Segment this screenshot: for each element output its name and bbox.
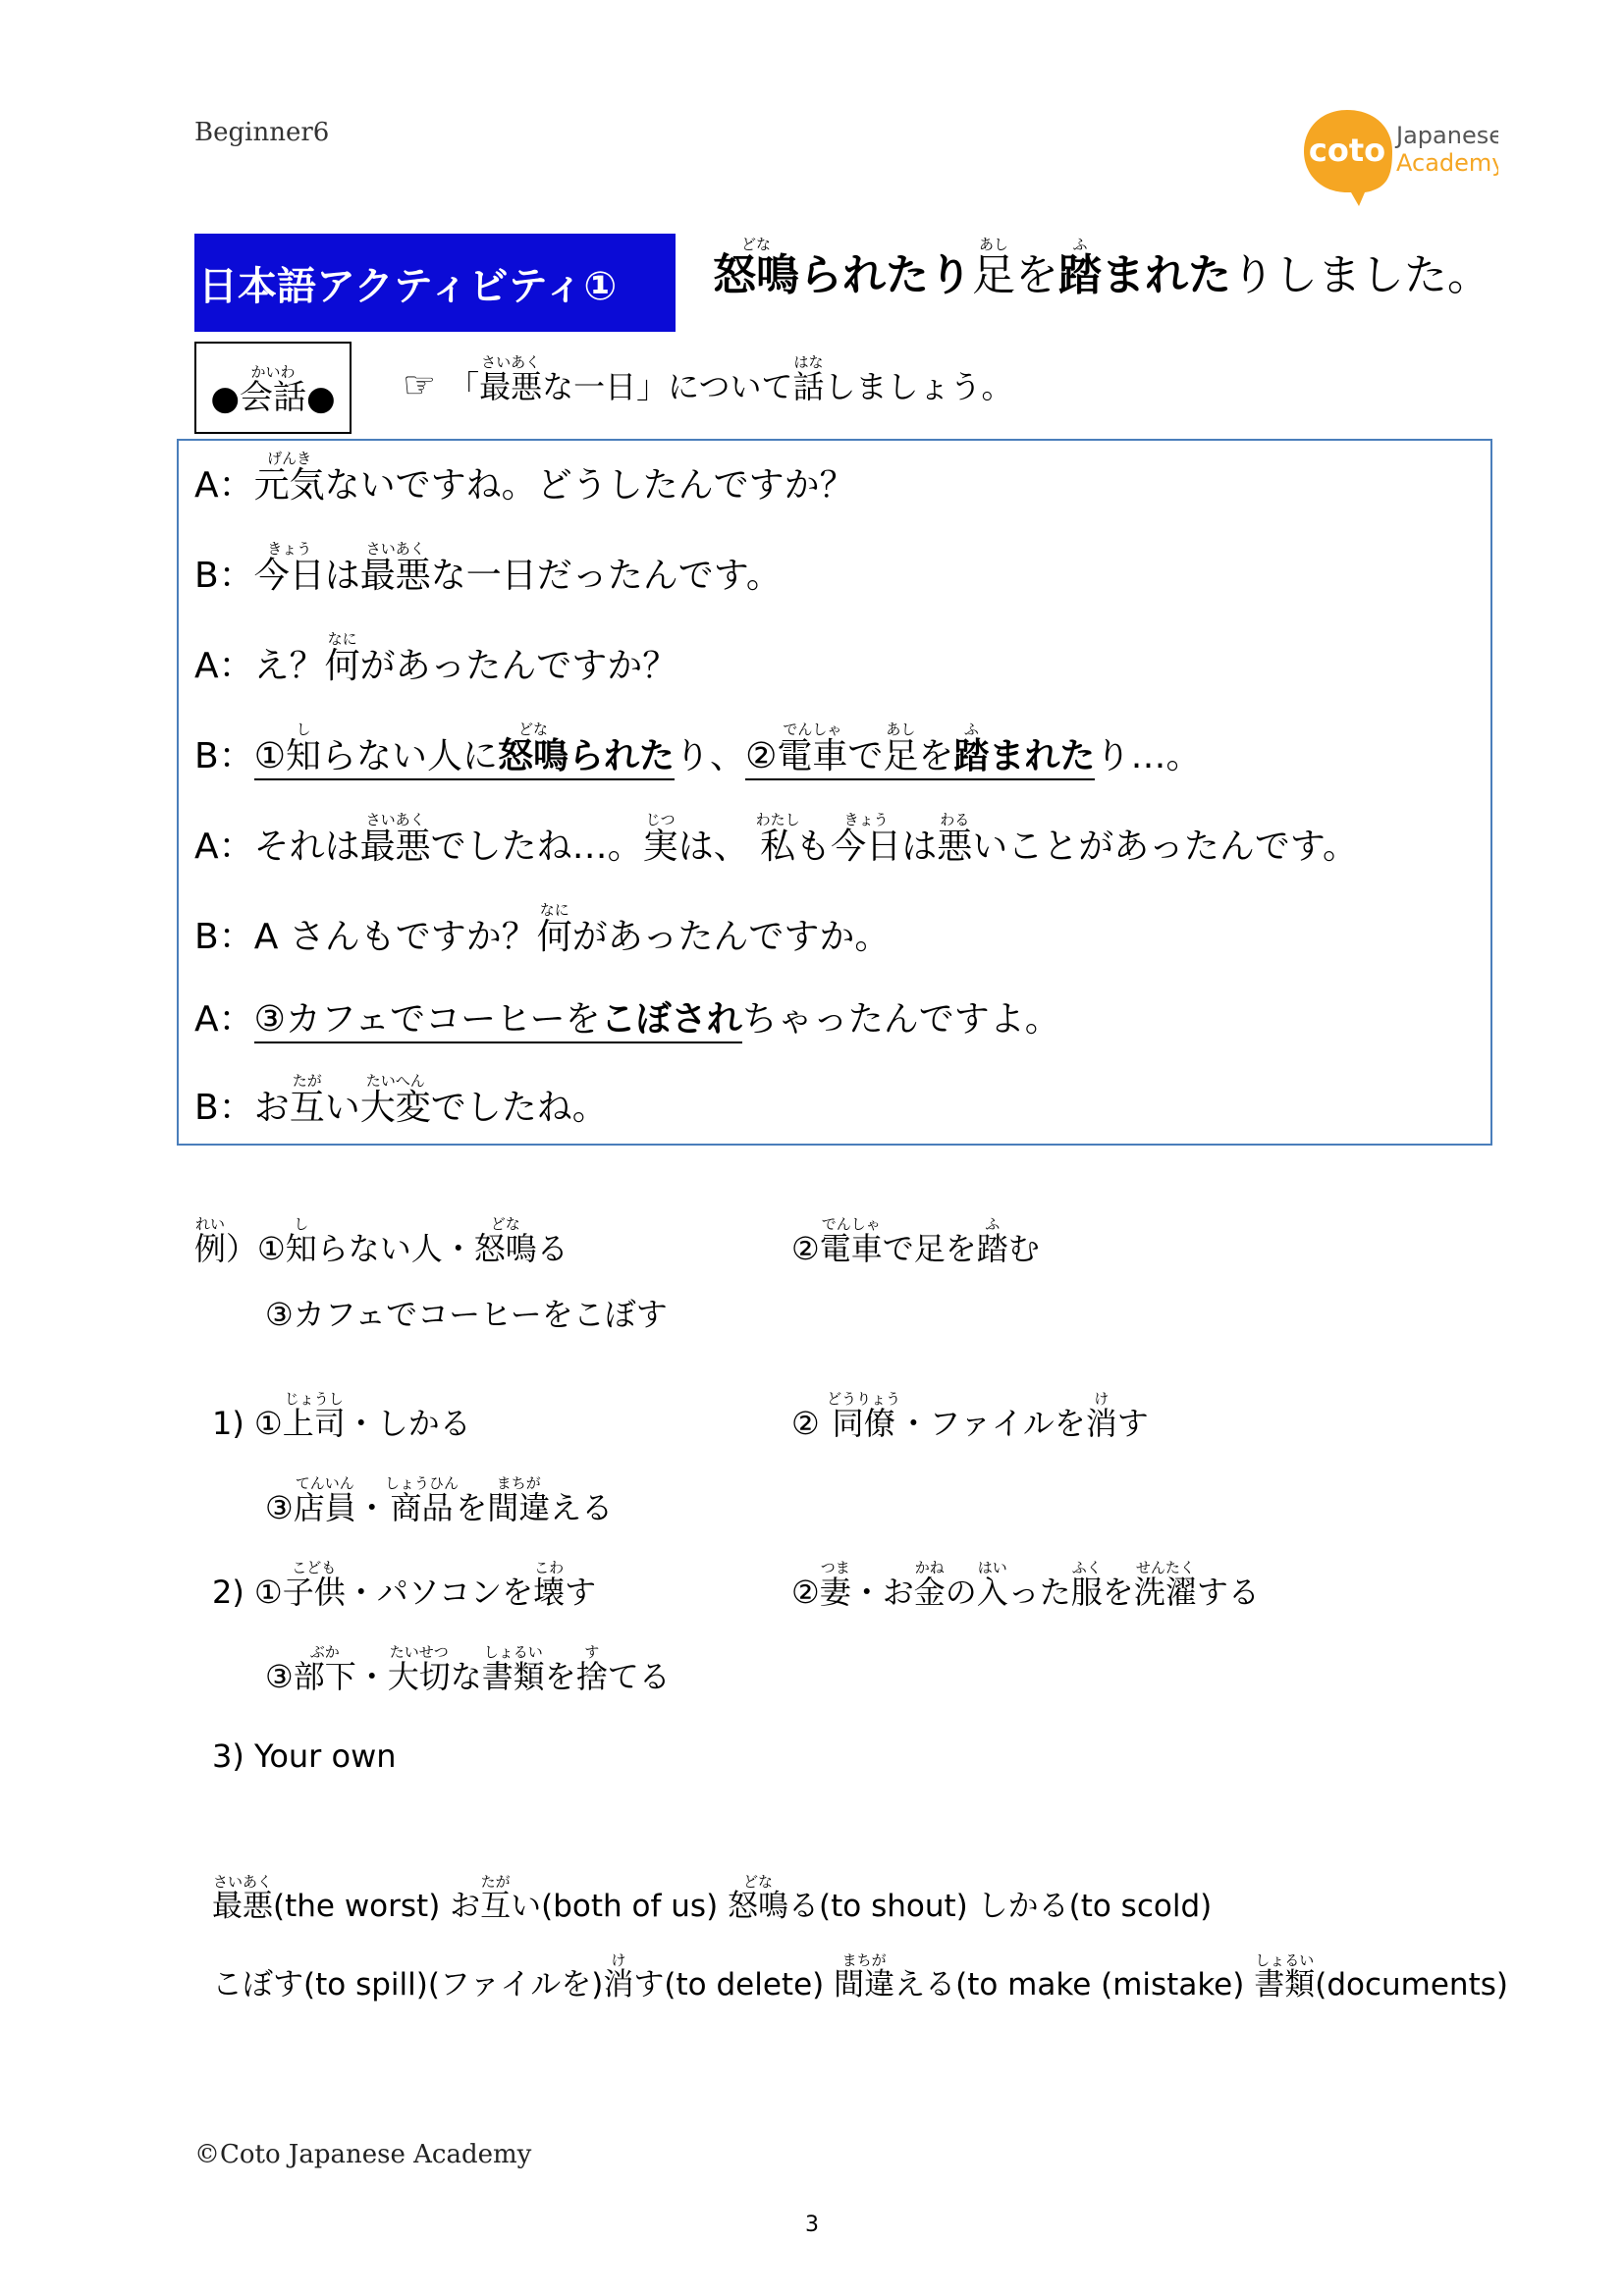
ruby-word: 大切たいせつ xyxy=(387,1643,451,1695)
ruby-word: 間違まちが xyxy=(834,1951,895,2002)
logo-line1: Japanese xyxy=(1396,122,1498,149)
text-segment: ③ xyxy=(265,1489,294,1526)
text-segment: 1) ① xyxy=(212,1405,283,1442)
dialogue-line xyxy=(194,811,1358,869)
ruby-word: 最悪さいあく xyxy=(479,353,543,405)
ruby-word: 私わたし xyxy=(755,811,800,867)
text-segment: B： xyxy=(194,736,254,776)
ruby-word: 書類しょるい xyxy=(1254,1951,1316,2002)
dialogue-line xyxy=(194,721,1201,778)
ruby-word: 今日きょう xyxy=(831,811,902,867)
text-segment: す xyxy=(1116,1405,1149,1442)
logo-line2: Academy xyxy=(1396,149,1498,177)
ruby-word: 踏ふ xyxy=(1058,236,1102,300)
level-label: Beginner6 xyxy=(194,118,330,147)
text-segment: ② xyxy=(791,1230,820,1267)
ruby-word: 店員てんいん xyxy=(293,1474,356,1526)
vocab-line xyxy=(212,1873,1212,1925)
text-segment: ● xyxy=(306,379,336,418)
text-segment: を xyxy=(1102,1574,1134,1611)
text-segment: ・ファイルを xyxy=(897,1405,1086,1442)
text-segment: ③カフェでコーヒーをこぼす xyxy=(265,1296,668,1333)
ruby-word: 互たが xyxy=(480,1873,512,1924)
text-segment: を xyxy=(918,736,953,780)
ruby-word: 知し xyxy=(285,1215,317,1267)
ruby-word: 電車でんしゃ xyxy=(819,1215,883,1267)
ruby-word: 間違まちが xyxy=(487,1474,551,1526)
text-segment: (the worst) お xyxy=(273,1889,481,1924)
example-2 xyxy=(791,1215,1040,1269)
ruby-word: 大変たいへん xyxy=(359,1072,431,1128)
text-segment: B：A さんもですか？ xyxy=(194,917,537,957)
text-segment: A： xyxy=(194,999,254,1040)
text-segment: ちゃったんですよ。 xyxy=(741,999,1060,1040)
ruby-word: 踏ふ xyxy=(953,736,989,780)
copyright: ©Coto Japanese Academy xyxy=(194,2140,532,2169)
ruby-word: 最悪さいあく xyxy=(359,540,431,596)
example-3 xyxy=(265,1290,668,1335)
text-segment: る(to shout) しかる(to scold) xyxy=(788,1889,1213,1924)
text-segment: する xyxy=(1196,1574,1260,1611)
text-segment: す xyxy=(565,1574,597,1611)
text-segment: い(both of us) xyxy=(511,1889,729,1924)
ruby-word: 服ふく xyxy=(1070,1559,1103,1611)
instruction-text xyxy=(448,353,1013,405)
text-segment: で xyxy=(847,736,883,780)
text-segment: ）① xyxy=(226,1230,286,1267)
text-segment: は、 xyxy=(677,827,761,867)
text-segment: を xyxy=(544,1658,576,1695)
text-segment: を xyxy=(1015,250,1058,300)
dialogue-line xyxy=(194,1072,608,1130)
dialogue-line xyxy=(194,991,1060,1041)
text-segment: まれた xyxy=(989,736,1095,780)
ruby-word: 怒鳴どな xyxy=(498,736,568,780)
dialogue-line xyxy=(194,450,855,507)
text-segment: ないですね。どうしたんですか？ xyxy=(324,465,855,506)
ruby-word: 元気げんき xyxy=(253,450,325,506)
text-segment: 3) Your own xyxy=(212,1737,397,1775)
text-segment: まれた xyxy=(1102,250,1231,300)
ruby-word: 洗濯せんたく xyxy=(1133,1559,1197,1611)
text-segment: でしたね。 xyxy=(430,1088,608,1128)
text-segment: 2) ① xyxy=(212,1574,283,1611)
ruby-word: 妻つま xyxy=(819,1559,851,1611)
text-segment: な一日だったんです。 xyxy=(430,556,782,596)
text-segment: ① xyxy=(254,736,286,780)
text-segment: む xyxy=(1007,1230,1040,1267)
ruby-word: 部下ぶか xyxy=(293,1643,356,1695)
coto-logo xyxy=(1302,102,1498,210)
ruby-word: 最悪さいあく xyxy=(359,811,431,867)
ruby-word: 消け xyxy=(603,1951,634,2002)
pointing-hand-icon: ☞ xyxy=(403,363,437,406)
example-1 xyxy=(194,1215,568,1269)
text-segment: られた xyxy=(568,736,675,780)
ruby-word: 書類しょるい xyxy=(481,1643,545,1695)
text-segment: があったんですか？ xyxy=(359,646,678,686)
ruby-word: 最悪さいあく xyxy=(212,1873,273,1924)
dialogue-line xyxy=(194,630,677,688)
text-segment: える(to make (mistake) xyxy=(894,1967,1255,2002)
text-segment: りしました。 xyxy=(1231,250,1490,300)
ruby-word: 足あし xyxy=(883,736,918,780)
ruby-word: 商品しょうひん xyxy=(384,1474,459,1526)
ruby-word: 悪わる xyxy=(937,811,973,867)
text-segment: A： xyxy=(194,465,254,506)
text-segment: てる xyxy=(607,1658,671,1695)
ruby-word: 何なに xyxy=(324,630,360,686)
text-segment: 「 xyxy=(448,368,480,405)
text-segment: ・しかる xyxy=(345,1405,471,1442)
text-segment: ・ xyxy=(355,1658,388,1695)
text-segment: ・お xyxy=(850,1574,914,1611)
text-segment: り、 xyxy=(675,736,746,776)
ruby-word: 話はな xyxy=(792,353,825,405)
practice-1-b xyxy=(791,1390,1149,1444)
activity-title-box: 日本語アクティビティ① xyxy=(194,234,676,332)
text-segment: ● xyxy=(210,379,240,418)
ruby-word: 怒鳴どな xyxy=(473,1215,537,1267)
text-segment: は xyxy=(901,827,938,867)
ruby-word: 捨す xyxy=(575,1643,608,1695)
ruby-word: 子供こども xyxy=(282,1559,346,1611)
ruby-word: 会話かいわ xyxy=(240,363,306,417)
text-segment: える xyxy=(550,1489,614,1526)
ruby-word: 知し xyxy=(286,736,321,780)
vocab-line xyxy=(212,1951,1508,2003)
text-segment: しましょう。 xyxy=(824,368,1013,405)
text-segment: でしたね…。 xyxy=(430,827,643,867)
ruby-word: 踏ふ xyxy=(976,1215,1008,1267)
text-segment: B： xyxy=(194,556,254,596)
ruby-word: 怒鳴どな xyxy=(728,1873,789,1924)
text-segment: な xyxy=(450,1658,482,1695)
text-segment: こぼす(to spill)(ファイルを) xyxy=(212,1967,604,2002)
text-segment: は xyxy=(324,556,360,596)
text-segment: B：お xyxy=(194,1088,290,1128)
logo-main-text: coto xyxy=(1308,132,1386,169)
text-segment: ③カフェでコーヒーを xyxy=(254,999,601,1043)
text-segment: いことがあったんです。 xyxy=(972,827,1358,867)
ruby-word: 実じつ xyxy=(642,811,678,867)
text-segment: り…。 xyxy=(1095,736,1202,776)
page-number: 3 xyxy=(805,2213,819,2237)
text-segment: (documents) xyxy=(1315,1967,1508,2002)
ruby-word: 怒鳴どな xyxy=(713,236,799,300)
activity-title-sentence xyxy=(713,236,1490,302)
text-segment: い xyxy=(324,1088,360,1128)
text-segment: る xyxy=(536,1230,568,1267)
text-segment: られたり xyxy=(799,250,972,300)
text-segment: の xyxy=(945,1574,977,1611)
dialogue-line xyxy=(194,901,890,959)
text-segment: ② xyxy=(791,1405,830,1442)
ruby-word: 互たが xyxy=(289,1072,325,1128)
text-segment: す(to delete) xyxy=(633,1967,835,2002)
ruby-word: 今日きょう xyxy=(253,540,325,596)
text-segment: った xyxy=(1007,1574,1071,1611)
text-segment: があったんですか。 xyxy=(571,917,891,957)
text-segment: A：え？ xyxy=(194,646,325,686)
text-segment: で足を xyxy=(882,1230,977,1267)
practice-1-c xyxy=(265,1474,613,1528)
text-segment: こぼされ xyxy=(601,999,742,1043)
practice-2-c xyxy=(265,1643,671,1697)
text-segment: を xyxy=(456,1489,488,1526)
ruby-word: 消け xyxy=(1085,1390,1117,1442)
conversation-instruction xyxy=(403,353,1013,407)
practice-2-a xyxy=(212,1559,596,1613)
conversation-label xyxy=(194,342,352,434)
ruby-word: 足あし xyxy=(972,236,1015,300)
ruby-word: 例れい xyxy=(194,1215,227,1267)
ruby-word: 壊こわ xyxy=(533,1559,566,1611)
text-segment: な一日」について xyxy=(542,368,793,405)
text-segment: ③ xyxy=(265,1658,294,1695)
ruby-word: 上司じょうし xyxy=(282,1390,346,1442)
ruby-word: 何なに xyxy=(536,901,572,957)
text-segment: ・パソコンを xyxy=(345,1574,534,1611)
ruby-word: 電車でんしゃ xyxy=(777,736,847,780)
practice-3 xyxy=(212,1737,397,1775)
text-segment: A：それは xyxy=(194,827,360,867)
ruby-word: 金かね xyxy=(913,1559,946,1611)
practice-2-b xyxy=(791,1559,1260,1613)
text-segment: ・ xyxy=(355,1489,388,1526)
speech-bubble-icon xyxy=(1302,102,1498,210)
ruby-word: 同僚どうりょう xyxy=(827,1390,901,1442)
text-segment: ② xyxy=(745,736,777,780)
dialogue-line xyxy=(194,540,782,598)
text-segment: らない人に xyxy=(321,736,498,780)
text-segment: らない人・ xyxy=(316,1230,474,1267)
text-segment: も xyxy=(795,827,832,867)
text-segment: ② xyxy=(791,1574,820,1611)
practice-1-a xyxy=(212,1390,471,1444)
ruby-word: 入はい xyxy=(976,1559,1008,1611)
